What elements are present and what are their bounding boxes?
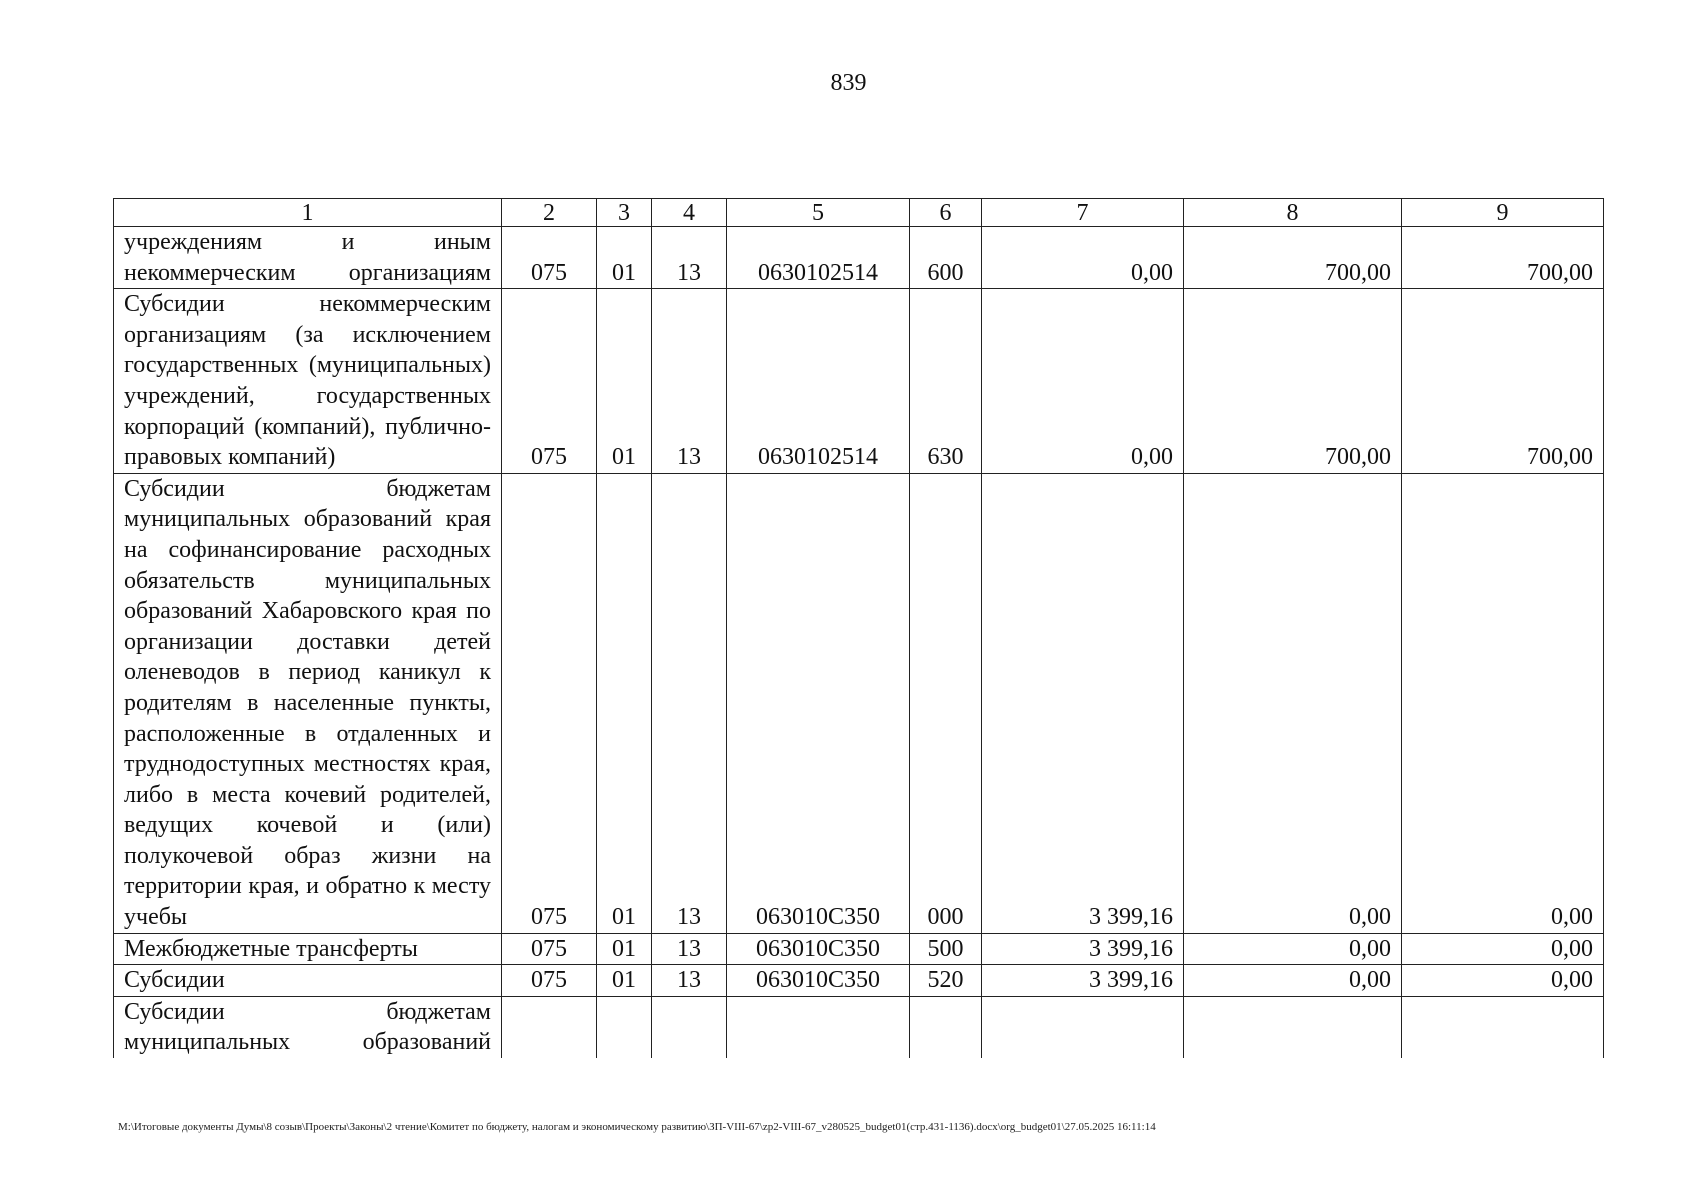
cell-subsection: 13 [652,473,727,933]
cell-target-article: 0630102514 [727,289,910,474]
row-description: Субсидии [114,965,502,997]
cell-expense-type [910,996,982,1058]
cell-target-article: 063010С350 [727,473,910,933]
table-header-row [114,199,1604,227]
cell-admin-code: 075 [502,933,597,965]
cell-admin-code: 075 [502,965,597,997]
cell-amount-1: 3 399,16 [982,965,1184,997]
column-header: 2 [502,199,597,227]
row-description: Межбюджетные трансферты [114,933,502,965]
cell-subsection: 13 [652,289,727,474]
cell-amount-1: 0,00 [982,289,1184,474]
column-header: 1 [114,199,502,227]
row-description: Субсидии бюджетам муниципальных образований края на софинансирование расходных обязательств муниципальных образований Хабаровского края по организации доставки детей оленеводов в период каникул к родителям в населенные пункты, расположенные в отдаленных и труднодоступных местностях края, либо в места кочевий родителей, ведущих кочевой и (или) полукочевой образ жизни на территории края, и обратно к месту учебы [114,473,502,933]
cell-amount-3: 0,00 [1402,965,1604,997]
row-description: Субсидии некоммерческим организациям (за исключением государственных (муниципальных) учреждений, государственных корпораций (компаний), публично-правовых компаний) [114,289,502,474]
cell-amount-1: 3 399,16 [982,473,1184,933]
column-header: 5 [727,199,910,227]
table-row [114,473,1604,933]
cell-amount-2 [1184,996,1402,1058]
cell-amount-1 [982,996,1184,1058]
table-row [114,227,1604,289]
cell-amount-3: 0,00 [1402,473,1604,933]
cell-expense-type: 500 [910,933,982,965]
cell-admin-code [502,996,597,1058]
column-header: 4 [652,199,727,227]
cell-amount-2: 0,00 [1184,933,1402,965]
row-description: Субсидии бюджетам муниципальных образований [114,996,502,1058]
cell-amount-3 [1402,996,1604,1058]
column-header: 3 [597,199,652,227]
cell-admin-code: 075 [502,227,597,289]
cell-amount-2: 0,00 [1184,965,1402,997]
cell-admin-code: 075 [502,473,597,933]
cell-amount-1: 0,00 [982,227,1184,289]
cell-subsection: 13 [652,933,727,965]
cell-target-article: 063010С350 [727,965,910,997]
column-header: 6 [910,199,982,227]
table-row [114,289,1604,474]
cell-subsection: 13 [652,227,727,289]
cell-section: 01 [597,473,652,933]
cell-amount-2: 700,00 [1184,227,1402,289]
row-description: учреждениям и иным некоммерческим организациям [114,227,502,289]
cell-expense-type: 630 [910,289,982,474]
cell-target-article: 0630102514 [727,227,910,289]
cell-amount-3: 700,00 [1402,227,1604,289]
table-row [114,933,1604,965]
column-header: 7 [982,199,1184,227]
column-header: 9 [1402,199,1604,227]
cell-amount-3: 0,00 [1402,933,1604,965]
cell-expense-type: 520 [910,965,982,997]
cell-section: 01 [597,227,652,289]
table-row [114,965,1604,997]
cell-amount-1: 3 399,16 [982,933,1184,965]
cell-amount-2: 0,00 [1184,473,1402,933]
cell-section: 01 [597,965,652,997]
column-header: 8 [1184,199,1402,227]
cell-amount-2: 700,00 [1184,289,1402,474]
cell-expense-type: 000 [910,473,982,933]
page-number: 839 [830,70,867,96]
cell-section [597,996,652,1058]
table-row [114,996,1604,1058]
cell-section: 01 [597,289,652,474]
cell-amount-3: 700,00 [1402,289,1604,474]
budget-table [113,198,1604,1058]
cell-subsection: 13 [652,965,727,997]
cell-section: 01 [597,933,652,965]
cell-target-article: 063010С350 [727,933,910,965]
cell-target-article [727,996,910,1058]
footer-file-path: M:\Итоговые документы Думы\8 созыв\Проекты\Законы\2 чтение\Комитет по бюджету, налогам и экономическому развитию\ЗП-VIII-67\zp2-VIII-67_v280525_budget01(стр.431-1136).docx\org_budget01\27.05.2025 16:11:14 [118,1121,1156,1133]
cell-subsection [652,996,727,1058]
cell-admin-code: 075 [502,289,597,474]
cell-expense-type: 600 [910,227,982,289]
